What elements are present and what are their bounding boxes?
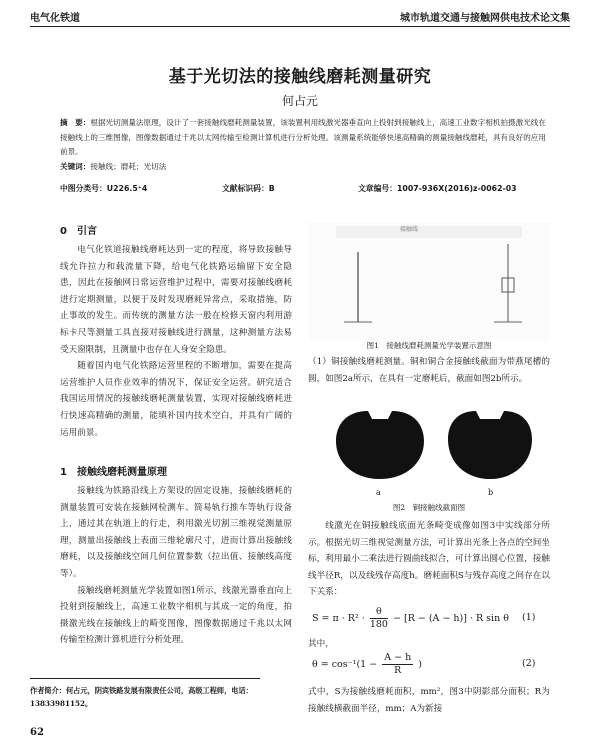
formula-1-lhs: S = π · R² · xyxy=(312,613,365,624)
right-paragraph-2-text: 线激光在铜接触线底面光条畸变成像如图3中实线部分所示。根据光切三维视觉测量方法，可计算出光条上各点的空间坐标，利用最小二乘法进行圆曲线拟合，可计算出圆心位置，接触线半径R，以及线残存高度h。磨耗面积S与残存高度之间存在以下关系： xyxy=(308,521,550,598)
formula-1-numerator: θ xyxy=(370,606,388,619)
right-paragraph-1: （1）铜接触线磨耗测量。铜和铜合金接触线截面为带燕尾槽的圆，如图2a所示，在具有一定磨耗后，截面如图2b所示。 xyxy=(308,357,550,384)
formula-1-rhs: − [R − (A − h)] · R sin θ xyxy=(393,613,509,624)
formula-2-denominator: R xyxy=(394,665,402,676)
document-code: 文献标识码：B xyxy=(222,184,275,193)
abstract-label: 摘 要： xyxy=(60,118,91,127)
figure-2a-label: a xyxy=(376,488,381,497)
formula-2-rhs: ) xyxy=(418,659,422,670)
formula-1-number: (1) xyxy=(522,612,536,623)
article-number: 文章编号：1007-936X(2016)z-0062-03 xyxy=(358,184,517,193)
section-1-paragraph-1: 接触线为铁路沿线上方架设的固定设施，接触线磨耗的测量装置可安装在接触网检测车、简易轨行推车等轨行设备上，通过其在轨道上的行走，利用激光切割三维视觉测量原理，测量出接触线上表面三维轮廓尺寸，进而计算出接触线磨耗，以及接触线空间几何位置参数（拉出值、接触线高度等）。 xyxy=(60,486,292,579)
author-name: 何占元 xyxy=(281,94,318,108)
section-0-paragraph-2: 随着国内电气化铁路运营里程的不断增加，需要在提高运营维护人员作业效率的情况下，保证安全运营。研究适合我国运用情况的接触线磨耗测量装置，实现对接触线磨耗进行快速高精确的测量，能填补国内技术空白，并具有广阔的运用前景。 xyxy=(60,361,292,438)
section-0-paragraph-1: 电气化铁道接触线磨耗达到一定的程度，将导致接触导线允许拉力和载流量下降，给电气化铁路运输留下安全隐患，因此在接触网日常运营维护过程中，需要对接触线磨耗进行定期测量，以便于及时发现磨耗异常点，采取措施，防止事故的发生。而传统的测量方法一般在检修天窗内利用游标卡尺等测量工具直接对接触线进行测量，这种测量方法易受天窗限制，且测量中也存在人身安全隐患。 xyxy=(60,245,292,355)
formula-2-number: (2) xyxy=(522,658,536,669)
paper-title: 基于光切法的接触线磨耗测量研究 xyxy=(168,67,432,87)
clc-number: 中图分类号：U226.5⁺4 xyxy=(60,184,148,193)
formula-1-denominator: 180 xyxy=(369,619,388,630)
figure-1 xyxy=(308,222,550,340)
footnote-rule xyxy=(30,678,260,679)
running-header-right: 城市轨道交通与接触网供电技术论文集 xyxy=(400,13,570,24)
keywords-text: 接触线；磨耗；光切法 xyxy=(90,161,167,171)
formula-2-fraction xyxy=(382,652,413,677)
section-1-body xyxy=(60,483,292,649)
figure-1-caption: 图1 接触线磨耗测量光学装置示意图 xyxy=(366,341,492,350)
right-paragraph-3: 式中，S为接触线磨耗面积，mm²，图3中阴影部分面积；R为接触线横截面半径，mm；A为新接 xyxy=(308,687,550,714)
section-1-paragraph-2: 接触线磨耗测量光学装置如图1所示，线激光器垂直向上投射到接触线上，高速工业数字相机与其成一定的角度，拍摄激光线在接触线上的畸变图像，图像数据通过千兆以太网传输至检测计算机进行分析处理。 xyxy=(60,585,292,646)
header-rule xyxy=(30,26,570,27)
qizhong-text: 其中， xyxy=(308,639,334,649)
section-1-heading: 1 接触线磨耗测量原理 xyxy=(60,467,167,478)
right-paragraph-2 xyxy=(308,518,550,601)
formula-2-numerator: A − h xyxy=(384,652,412,663)
keywords-label: 关键词： xyxy=(60,161,91,171)
figure-1-diagram xyxy=(308,222,550,340)
abstract-block xyxy=(60,116,546,174)
running-header-left: 电气化铁道 xyxy=(30,13,80,24)
page-number: 62 xyxy=(30,727,44,738)
formula-1-fraction xyxy=(370,606,388,631)
cross-section-new-wire xyxy=(336,411,424,479)
section-0-body xyxy=(60,242,292,441)
formula-2 xyxy=(312,652,550,677)
figure-2b-label: b xyxy=(488,488,494,497)
abstract-text: 根据光切测量法原理，设计了一套接触线磨耗测量装置，该装置利用线激光器垂直向上投射到接触线上，高速工业数字相机拍摄激光线在接触线上的三维图像，图像数据通过千兆以太网传输至检测计算机进行分析处理。该测量系统能够快速高精确的测量接触线磨耗，具有良好的应用前景。 xyxy=(60,118,546,156)
formula-2-lhs: θ = cos⁻¹(1 − xyxy=(312,659,378,670)
contact-wire-bar xyxy=(336,226,522,238)
figure-2-caption: 图2 铜接触线截面图 xyxy=(392,503,466,512)
figure-2-diagram xyxy=(308,405,550,487)
cross-section-worn-wire xyxy=(448,411,532,479)
author-footnote: 作者简介：何占元，阴宾铁路发展有限责任公司，高级工程师，电话：13833981152。 xyxy=(30,686,253,708)
section-0-heading: 0 引言 xyxy=(60,226,97,237)
formula-1 xyxy=(312,606,550,631)
figure-1-wire-label: 接触线 xyxy=(400,226,419,233)
